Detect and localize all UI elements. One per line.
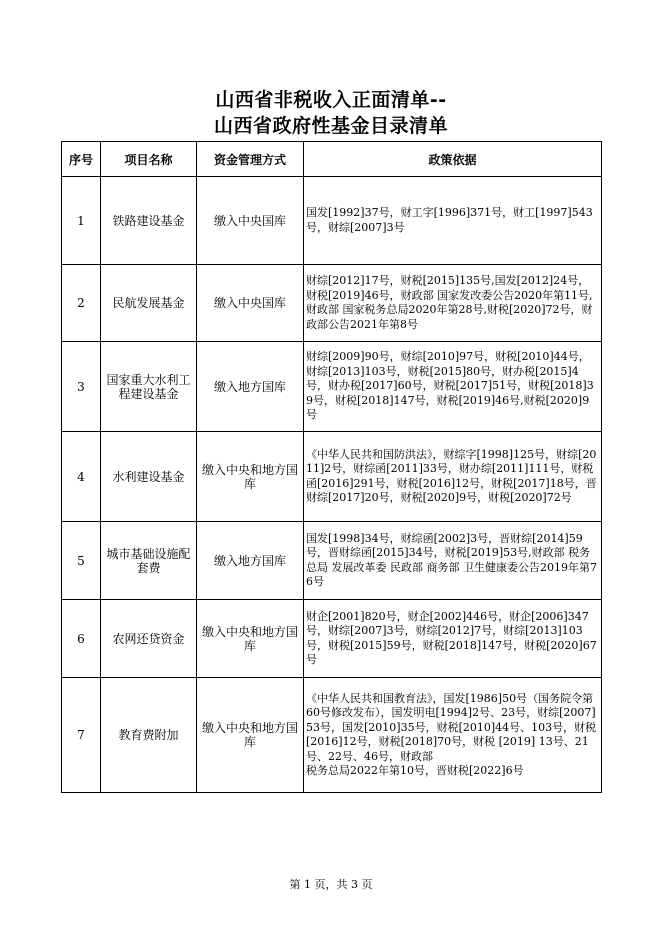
row-idx: 1 [62, 177, 101, 265]
row-basis: 国发[1992]37号，财工字[1996]371号，财工[1997]543号，财综[2007]3号 [304, 177, 602, 265]
row-method: 缴入地方国库 [197, 342, 304, 432]
page-footer: 第 1 页，共 3 页 [289, 878, 373, 891]
row-name: 铁路建设基金 [101, 177, 197, 265]
header-method: 资金管理方式 [197, 142, 304, 177]
header-idx: 序号 [62, 142, 101, 177]
row-name: 国家重大水利工程建设基金 [101, 342, 197, 432]
table-row [62, 432, 602, 522]
row-idx: 7 [62, 678, 101, 793]
row-method: 缴入中央和地方国库 [197, 600, 304, 678]
header-basis: 政策依据 [304, 142, 602, 177]
row-idx: 6 [62, 600, 101, 678]
table-header-row [62, 142, 602, 177]
row-basis: 财综[2009]90号，财综[2010]97号，财税[2010]44号，财综[2013]103号，财税[2015]80号，财办税[2015]4号，财办税[2017]60号，财税[2017]51号，财税[2018]39号，财税[2018]147号，财税[2019]46号,财税[2020]9号 [304, 342, 602, 432]
row-name: 城市基础设施配套费 [101, 522, 197, 600]
fund-list-table [61, 141, 602, 793]
row-basis-line: 税务总局2022年第10号，晋财税[2022]6号 [306, 764, 524, 777]
row-method: 缴入地方国库 [197, 522, 304, 600]
header-name: 项目名称 [101, 142, 197, 177]
row-name: 水利建设基金 [101, 432, 197, 522]
row-basis: 财企[2001]820号，财企[2002]446号，财企[2006]347号，财综[2007]3号，财综[2012]7号，财综[2013]103号，财税[2015]59号，财税[2018]147号，财税[2020]67号 [304, 600, 602, 678]
row-method: 缴入中央和地方国库 [197, 678, 304, 793]
page-title-line2: 山西省政府性基金目录清单 [213, 115, 448, 137]
row-basis [304, 678, 602, 793]
row-idx: 3 [62, 342, 101, 432]
row-name: 民航发展基金 [101, 265, 197, 342]
page-title-line1: 山西省非税收入正面清单-- [215, 89, 447, 111]
row-idx: 4 [62, 432, 101, 522]
row-basis: 财综[2012]17号，财税[2015]135号,国发[2012]24号，财税[2019]46号，财政部 国家发改委公告2020年第11号,财政部 国家税务总局2020年第28号,财税[2020]72号，财政部公告2021年第8号 [304, 265, 602, 342]
row-idx: 5 [62, 522, 101, 600]
row-basis: 国发[1998]34号，财综函[2002]3号，晋财综[2014]59号，晋财综函[2015]34号，财税[2019]53号,财政部 税务总局 发展改革委 民政部 商务部 卫生健康委公告2019年第76号 [304, 522, 602, 600]
row-name: 教育费附加 [101, 678, 197, 793]
row-method: 缴入中央和地方国库 [197, 432, 304, 522]
row-basis-line: 《中华人民共和国教育法》，国发[1986]50号（国务院令第60号修改发布），国发明电[1994]2号、23号，财综[2007]53号，国发[2010]35号，财税[2010]44号、103号，财税[2016]12号，财税[2018]70号，财税 [2019] 13号、21号、22号、46号，财政部 [306, 691, 597, 763]
row-method: 缴入中央国库 [197, 265, 304, 342]
table-row [62, 265, 602, 342]
table-row [62, 342, 602, 432]
table-row [62, 522, 602, 600]
row-method: 缴入中央国库 [197, 177, 304, 265]
table-row [62, 177, 602, 265]
row-idx: 2 [62, 265, 101, 342]
table-row [62, 678, 602, 793]
row-name: 农网还贷资金 [101, 600, 197, 678]
table-row [62, 600, 602, 678]
row-basis: 《中华人民共和国防洪法》，财综字[1998]125号，财综[2011]2号，财综函[2011]33号，财办综[2011]111号，财税函[2016]291号，财税[2016]12号，财税[2017]18号，晋财综[2017]20号，财税[2020]9号，财税[2020]72号 [304, 432, 602, 522]
